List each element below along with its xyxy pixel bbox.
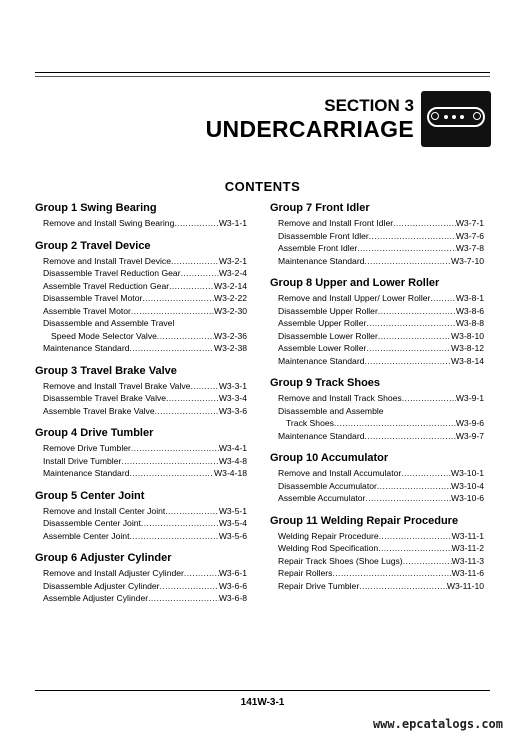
toc-entry[interactable] bbox=[270, 342, 484, 355]
toc-group bbox=[35, 240, 247, 355]
dot-leader bbox=[366, 342, 451, 355]
toc-entry[interactable] bbox=[35, 580, 247, 593]
entry-title: Welding Rod Specification bbox=[278, 543, 379, 553]
toc-entry[interactable] bbox=[270, 317, 484, 330]
toc-group bbox=[35, 365, 247, 418]
dot-leader bbox=[131, 442, 219, 455]
toc-entry[interactable] bbox=[270, 467, 484, 480]
entry-title: Assemble Lower Roller bbox=[278, 343, 367, 353]
toc-entry[interactable] bbox=[270, 492, 484, 505]
toc-group bbox=[35, 202, 247, 230]
entry-title: Disassemble and Assemble Travel bbox=[43, 318, 175, 328]
entry-page: W3-2-30 bbox=[214, 305, 247, 316]
toc-entry[interactable] bbox=[35, 455, 247, 468]
group-title: Group 2 Travel Device bbox=[35, 239, 151, 252]
entry-title: Remove and Install Accumulator bbox=[278, 468, 402, 478]
toc-entry[interactable] bbox=[270, 405, 484, 418]
header-rule-thin bbox=[35, 76, 490, 77]
dot-leader bbox=[364, 430, 455, 443]
entry-title: Assemble Travel Motor bbox=[43, 305, 131, 316]
entry-title: Welding Repair Procedure bbox=[278, 530, 379, 541]
entry-title: Repair Drive Tumbler bbox=[278, 580, 360, 591]
entry-title: Assemble Upper Roller bbox=[278, 318, 367, 328]
dot-leader bbox=[379, 530, 452, 543]
section-number: SECTION 3 bbox=[324, 96, 414, 115]
dot-leader bbox=[334, 417, 456, 430]
toc-entry[interactable] bbox=[35, 517, 247, 530]
toc-entry[interactable] bbox=[270, 217, 484, 230]
header-rule bbox=[35, 72, 490, 73]
entry-title: Remove and Install Adjuster Cylinder bbox=[43, 568, 184, 578]
toc-group bbox=[270, 277, 484, 367]
entry-page: W3-10-6 bbox=[451, 493, 484, 503]
dot-leader bbox=[378, 542, 452, 555]
dot-leader bbox=[171, 255, 219, 268]
entry-page: W3-6-1 bbox=[218, 568, 247, 578]
toc-entry[interactable] bbox=[270, 355, 484, 368]
footer-rule bbox=[35, 690, 490, 691]
toc-entry[interactable] bbox=[270, 555, 484, 568]
dot-leader bbox=[378, 330, 451, 343]
toc-entry[interactable] bbox=[35, 505, 247, 518]
group-title: Group 5 Center Joint bbox=[35, 489, 145, 502]
entry-title: Assemble Center Joint bbox=[43, 530, 130, 541]
entry-title: Remove and Install Track Shoes bbox=[278, 393, 402, 403]
entry-title: Disassemble Upper Roller bbox=[278, 305, 378, 316]
dot-leader bbox=[142, 292, 214, 305]
dot-leader bbox=[401, 467, 451, 480]
entry-title: Disassemble Travel Reduction Gear bbox=[43, 268, 181, 278]
entry-page: W3-2-22 bbox=[214, 293, 247, 303]
dot-leader bbox=[148, 592, 219, 605]
dot-leader bbox=[366, 317, 455, 330]
entry-page: W3-5-1 bbox=[218, 505, 247, 516]
group-title: Group 10 Accumulator bbox=[270, 452, 389, 464]
dot-leader bbox=[157, 330, 214, 343]
entry-page: W3-7-10 bbox=[451, 255, 484, 266]
toc-entry[interactable] bbox=[35, 292, 247, 305]
toc-entry[interactable] bbox=[270, 542, 484, 555]
toc-entry[interactable] bbox=[35, 467, 247, 480]
entry-page: W3-4-8 bbox=[218, 455, 247, 466]
entry-page: W3-11-6 bbox=[451, 568, 484, 578]
entry-page: W3-5-6 bbox=[218, 530, 247, 541]
entry-page: W3-1-1 bbox=[218, 218, 247, 228]
entry-title: Disassemble Accumulator bbox=[278, 480, 377, 491]
toc-entry[interactable] bbox=[35, 392, 247, 405]
entry-page: W3-11-10 bbox=[446, 580, 484, 591]
entry-page: W3-3-6 bbox=[218, 405, 247, 416]
toc-entry[interactable] bbox=[35, 280, 247, 293]
entry-title: Remove and Install Travel Brake Valve bbox=[43, 380, 191, 391]
group-title: Group 9 Track Shoes bbox=[270, 377, 381, 389]
contents-heading: CONTENTS bbox=[224, 179, 301, 194]
dot-leader bbox=[364, 255, 451, 268]
toc-entry[interactable] bbox=[35, 217, 247, 230]
toc-entry[interactable] bbox=[35, 305, 247, 318]
entry-page: W3-3-4 bbox=[218, 393, 247, 403]
entry-page: W3-11-3 bbox=[451, 555, 484, 566]
dot-leader bbox=[131, 305, 214, 318]
toc-entry[interactable] bbox=[270, 392, 484, 405]
entry-page: W3-4-1 bbox=[218, 443, 247, 453]
toc-entry[interactable] bbox=[270, 417, 484, 430]
dot-leader bbox=[129, 467, 214, 480]
toc-entry[interactable] bbox=[270, 305, 484, 318]
entry-title: Maintenance Standard bbox=[278, 255, 365, 266]
entry-title: Remove and Install Travel Device bbox=[43, 255, 172, 266]
entry-title: Disassemble and Assemble bbox=[278, 405, 384, 416]
dot-leader bbox=[155, 405, 219, 418]
entry-page: W3-10-1 bbox=[451, 468, 484, 478]
entry-title: Install Drive Tumbler bbox=[43, 455, 122, 466]
entry-page: W3-2-38 bbox=[214, 343, 247, 353]
entry-page: W3-8-12 bbox=[451, 343, 484, 353]
dot-leader bbox=[365, 492, 451, 505]
entry-page: W3-11-2 bbox=[451, 543, 484, 553]
entry-title: Speed Mode Selector Valve bbox=[51, 330, 157, 341]
entry-title: Disassemble Travel Brake Valve bbox=[43, 393, 167, 403]
entry-title: Disassemble Adjuster Cylinder bbox=[43, 580, 160, 591]
toc-entry[interactable] bbox=[35, 255, 247, 268]
entry-page: W3-6-6 bbox=[218, 580, 247, 591]
toc-group bbox=[35, 552, 247, 605]
toc-entry[interactable] bbox=[35, 380, 247, 393]
toc-entry[interactable] bbox=[270, 480, 484, 493]
entry-page: W3-3-1 bbox=[218, 380, 247, 391]
group-title: Group 1 Swing Bearing bbox=[35, 202, 157, 214]
toc-entry[interactable] bbox=[35, 330, 247, 343]
group-title: Group 7 Front Idler bbox=[270, 202, 370, 214]
dot-leader bbox=[369, 230, 456, 243]
dot-leader bbox=[332, 567, 451, 580]
entry-page: W3-7-8 bbox=[455, 243, 484, 253]
entry-title: Remove and Install Center Joint bbox=[43, 505, 166, 516]
entry-page: W3-7-1 bbox=[455, 218, 484, 228]
dot-leader bbox=[165, 505, 219, 518]
toc-group bbox=[270, 202, 484, 267]
dot-leader bbox=[190, 380, 218, 393]
toc-entry[interactable] bbox=[270, 255, 484, 268]
dot-leader bbox=[403, 555, 452, 568]
entry-page: W3-2-1 bbox=[218, 255, 247, 266]
entry-page: W3-7-6 bbox=[455, 230, 484, 241]
dot-leader bbox=[377, 480, 451, 493]
toc-entry[interactable] bbox=[270, 292, 484, 305]
entry-page: W3-6-8 bbox=[218, 593, 247, 603]
entry-page: W3-11-1 bbox=[451, 530, 484, 541]
entry-page: W3-2-4 bbox=[218, 268, 247, 278]
toc-entry[interactable] bbox=[35, 530, 247, 543]
entry-title: Maintenance Standard bbox=[43, 343, 130, 353]
toc-entry[interactable] bbox=[270, 580, 484, 593]
dot-leader bbox=[430, 292, 455, 305]
toc-entry[interactable] bbox=[35, 592, 247, 605]
entry-page: W3-8-8 bbox=[455, 318, 484, 328]
watermark-text: www.epcatalogs.com bbox=[372, 717, 503, 731]
entry-page: W3-9-1 bbox=[455, 393, 484, 403]
toc-group bbox=[35, 427, 247, 480]
toc-group bbox=[270, 377, 484, 442]
entry-title: Repair Track Shoes (Shoe Lugs) bbox=[278, 555, 403, 566]
entry-title: Remove and Install Upper/ Lower Roller bbox=[278, 293, 431, 303]
entry-title: Disassemble Center Joint bbox=[43, 518, 141, 528]
dot-leader bbox=[357, 242, 456, 255]
entry-page: W3-4-18 bbox=[214, 468, 247, 478]
entry-title: Remove Drive Tumbler bbox=[43, 443, 131, 453]
toc-entry[interactable] bbox=[35, 405, 247, 418]
entry-title: Maintenance Standard bbox=[278, 355, 365, 366]
entry-title: Remove and Install Swing Bearing bbox=[43, 218, 175, 228]
entry-title: Repair Rollers bbox=[278, 568, 333, 578]
entry-title: Assemble Accumulator bbox=[278, 493, 366, 503]
toc-entry[interactable] bbox=[35, 567, 247, 580]
entry-title: Maintenance Standard bbox=[43, 468, 130, 478]
toc-group bbox=[270, 452, 484, 505]
entry-page: W3-5-4 bbox=[218, 518, 247, 528]
entry-title: Track Shoes bbox=[286, 418, 334, 428]
dot-leader bbox=[129, 342, 214, 355]
entry-page: W3-8-1 bbox=[455, 293, 484, 303]
dot-leader bbox=[121, 455, 218, 468]
group-title: Group 11 Welding Repair Procedure bbox=[270, 514, 459, 527]
entry-title: Disassemble Travel Motor bbox=[43, 293, 143, 303]
entry-page: W3-9-6 bbox=[455, 418, 484, 428]
toc-entry[interactable] bbox=[270, 530, 484, 543]
toc-entry[interactable] bbox=[270, 242, 484, 255]
dot-leader bbox=[402, 392, 456, 405]
entry-page: W3-2-14 bbox=[214, 280, 247, 291]
page-code: 141W-3-1 bbox=[240, 697, 285, 708]
entry-page: W3-2-36 bbox=[214, 330, 247, 341]
dot-leader bbox=[174, 217, 218, 230]
toc-right-column bbox=[270, 202, 484, 602]
entry-page: W3-8-6 bbox=[455, 305, 484, 316]
group-title: Group 3 Travel Brake Valve bbox=[35, 364, 177, 377]
toc-group bbox=[270, 515, 484, 593]
toc-entry[interactable] bbox=[35, 442, 247, 455]
toc-group bbox=[35, 490, 247, 543]
dot-leader bbox=[364, 355, 451, 368]
toc-entry[interactable] bbox=[270, 330, 484, 343]
section-title: UNDERCARRIAGE bbox=[205, 116, 414, 142]
entry-title: Assemble Travel Brake Valve bbox=[43, 405, 155, 416]
entry-page: W3-8-14 bbox=[451, 355, 484, 366]
dot-leader bbox=[169, 280, 214, 293]
dot-leader bbox=[141, 517, 219, 530]
entry-title: Assemble Front Idler bbox=[278, 243, 358, 253]
entry-title: Remove and Install Front Idler bbox=[278, 218, 394, 228]
toc-entry[interactable] bbox=[35, 342, 247, 355]
dot-leader bbox=[393, 217, 456, 230]
dot-leader bbox=[166, 392, 219, 405]
group-title: Group 6 Adjuster Cylinder bbox=[35, 552, 172, 564]
dot-leader bbox=[160, 580, 219, 593]
toc-left-column bbox=[35, 202, 247, 615]
toc-entry[interactable] bbox=[35, 317, 247, 330]
dot-leader bbox=[359, 580, 447, 593]
entry-page: W3-8-10 bbox=[451, 330, 484, 341]
entry-title: Assemble Travel Reduction Gear bbox=[43, 280, 170, 291]
entry-title: Assemble Adjuster Cylinder bbox=[43, 593, 149, 603]
dot-leader bbox=[184, 567, 219, 580]
dot-leader bbox=[181, 267, 219, 280]
toc-entry[interactable] bbox=[270, 430, 484, 443]
toc-entry[interactable] bbox=[270, 230, 484, 243]
group-title: Group 4 Drive Tumbler bbox=[35, 427, 154, 439]
dot-leader bbox=[378, 305, 456, 318]
group-title: Group 8 Upper and Lower Roller bbox=[270, 277, 440, 289]
entry-title: Disassemble Lower Roller bbox=[278, 330, 378, 341]
dot-leader bbox=[129, 530, 218, 543]
crawler-track-icon bbox=[421, 91, 491, 147]
entry-title: Maintenance Standard bbox=[278, 430, 365, 441]
entry-title: Disassemble Front Idler bbox=[278, 230, 369, 241]
toc-entry[interactable] bbox=[270, 567, 484, 580]
entry-page: W3-9-7 bbox=[455, 430, 484, 441]
toc-entry[interactable] bbox=[35, 267, 247, 280]
entry-page: W3-10-4 bbox=[451, 480, 484, 491]
